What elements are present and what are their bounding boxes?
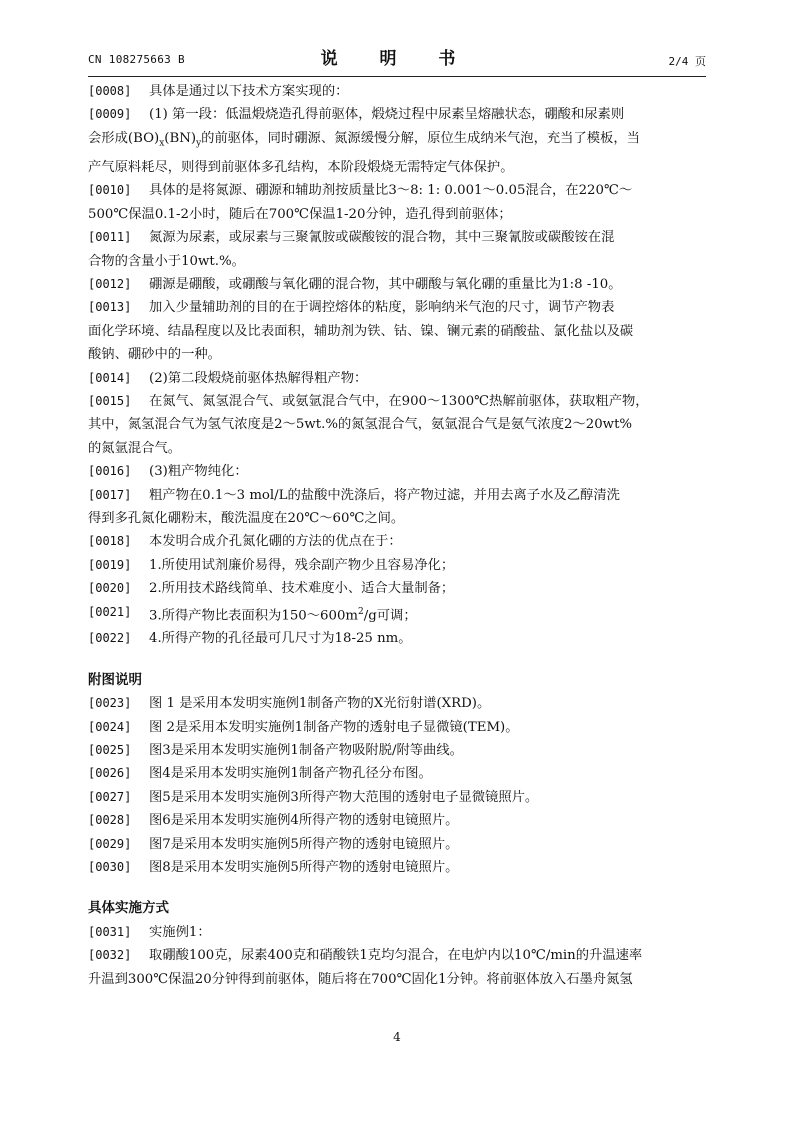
paragraph-text: 图 2是采用本发明实施例1制备产物的透射电子显微镜(TEM)。 <box>149 719 519 735</box>
paragraph-number: [0020] <box>88 581 132 596</box>
paragraph-number: [0027] <box>88 789 132 804</box>
paragraph-text: 图3是采用本发明实施例1制备产物吸附脱/附等曲线。 <box>149 743 463 759</box>
paragraph <box>88 390 708 413</box>
paragraph-text: 本发明合成介孔氮化硼的方法的优点在于： <box>149 534 402 550</box>
paragraph-number: [0016] <box>88 464 132 479</box>
paragraph <box>88 716 708 739</box>
paragraph <box>88 921 708 944</box>
paragraph <box>88 577 708 600</box>
paragraph-text: 实施例1： <box>149 924 211 940</box>
paragraph <box>88 856 708 879</box>
paragraph-continuation: 500℃保温0.1-2小时，随后在700℃保温1-20分钟，造孔得到前驱体； <box>88 206 512 222</box>
paragraph-number: [0015] <box>88 393 132 408</box>
paragraph-number: [0029] <box>88 836 132 851</box>
paragraph <box>88 739 708 762</box>
paragraph <box>88 226 708 249</box>
paragraph-text: 图 1 是采用本发明实施例1制备产物的X光衍射谱(XRD)。 <box>149 696 491 712</box>
paragraph-number: [0011] <box>88 230 132 245</box>
page-number: 4 <box>393 1030 401 1044</box>
paragraph-text: 图7是采用本发明实施例5所得产物的透射电镜照片。 <box>149 836 459 852</box>
paragraph <box>88 833 708 856</box>
paragraph-text: 图6是采用本发明实施例4所得产物的透射电镜照片。 <box>149 813 459 829</box>
paragraph-continuation: 产气原料耗尽，则得到前驱体多孔结构，本阶段煅烧无需特定气体保护。 <box>88 159 514 175</box>
paragraph-number: [0010] <box>88 183 132 198</box>
paragraph <box>88 80 708 103</box>
paragraph-text: (1) 第一段：低温煅烧造孔得前驱体，煅烧过程中尿素呈熔融状态，硼酸和尿素则 <box>149 107 625 123</box>
page-indicator: 2/4 页 <box>668 55 706 68</box>
patent-number: CN 108275663 B <box>88 53 185 66</box>
page-header <box>88 44 706 74</box>
paragraph-text: 氮源为尿素，或尿素与三聚氰胺或碳酸铵的混合物，其中三聚氰胺或碳酸铵在混 <box>149 230 615 246</box>
paragraph-continuation: 合物的含量小于10wt.%。 <box>88 253 245 269</box>
paragraph-text: 图8是采用本发明实施例5所得产物的透射电镜照片。 <box>149 860 459 876</box>
paragraph-text: 具体的是将氮源、硼源和辅助剂按质量比3～8: 1: 0.001～0.05混合，在220℃～ <box>149 183 633 199</box>
paragraph-text: 在氮气、氮氢混合气、或氨氩混合气中，在900～1300℃热解前驱体，获取粗产物， <box>149 393 649 409</box>
paragraph-continuation: 其中，氮氢混合气为氢气浓度是2～5wt.%的氮氢混合气，氨氩混合气是氨气浓度2～20wt% <box>88 417 633 433</box>
paragraph-continuation: 得到多孔氮化硼粉末，酸洗温度在20℃～60℃之间。 <box>88 510 405 526</box>
paragraph-text: 粗产物在0.1～3 mol/L的盐酸中洗涤后，将产物过滤，并用去离子水及乙醇清洗 <box>149 487 620 503</box>
paragraph <box>88 273 708 296</box>
paragraph-number: [0026] <box>88 766 132 781</box>
section-heading-embodiment: 具体实施方式 <box>88 900 169 917</box>
paragraph <box>88 762 708 785</box>
paragraph-number: [0008] <box>88 84 132 98</box>
paragraph-number: [0030] <box>88 860 132 875</box>
paragraph-text: (2)第二段煅烧前驱体热解得粗产物： <box>149 370 368 386</box>
paragraph-number: [0023] <box>88 696 132 711</box>
paragraph <box>88 786 708 809</box>
paragraph <box>88 296 708 319</box>
paragraph <box>88 484 708 507</box>
paragraph-number: [0032] <box>88 948 132 963</box>
paragraph-number: [0018] <box>88 534 132 549</box>
paragraph-number: [0031] <box>88 924 132 939</box>
paragraph-number: [0022] <box>88 631 132 646</box>
section-heading-figures: 附图说明 <box>88 671 142 688</box>
paragraph-number: [0025] <box>88 743 132 758</box>
paragraph-text: 取硼酸100克，尿素400克和硝酸铁1克均匀混合，在电炉内以10℃/min的升温速率 <box>149 948 643 964</box>
paragraph-text: 2.所用技术路线简单、技术难度小、适合大量制备； <box>149 581 455 597</box>
paragraph-text: 4.所得产物的孔径最可几尺寸为18-25 nm。 <box>149 631 412 647</box>
paragraph-continuation: 酸钠、硼砂中的一种。 <box>88 347 221 363</box>
paragraph-text: 1.所使用试剂廉价易得，残余副产物少且容易净化； <box>149 557 455 573</box>
paragraph-text: 硼源是硼酸，或硼酸与氧化硼的混合物，其中硼酸与氧化硼的重量比为1:8 -10。 <box>149 276 622 292</box>
paragraph-text: 加入少量辅助剂的目的在于调控熔体的粘度，影响纳米气泡的尺寸，调节产物表 <box>149 300 615 316</box>
paragraph-number: [0017] <box>88 487 132 502</box>
paragraph-number: [0012] <box>88 276 132 291</box>
paragraph-number: [0028] <box>88 813 132 828</box>
paragraph-continuation: 的氮氩混合气。 <box>88 440 182 456</box>
paragraph-number: [0021] <box>88 604 132 619</box>
paragraph-number: [0024] <box>88 719 132 734</box>
paragraph-number: [0019] <box>88 557 132 572</box>
paragraph-continuation: 面化学环境、结晶程度以及比表面积，辅助剂为铁、钴、镍、镧元素的硝酸盐、氯化盐以及碳 <box>88 323 634 339</box>
paragraph-text: 3.所得产物比表面积为$150\sim 600m^2/g$可调； <box>149 606 417 624</box>
paragraph-text: 图4是采用本发明实施例1制备产物孔径分布图。 <box>149 766 432 782</box>
paragraph <box>88 460 708 483</box>
paragraph <box>88 627 708 650</box>
paragraph <box>88 601 708 628</box>
paragraph <box>88 809 708 832</box>
paragraph-text: (3)粗产物纯化： <box>149 464 248 480</box>
paragraph-number: [0009] <box>88 107 132 122</box>
paragraph <box>88 554 708 577</box>
paragraph-text: 图5是采用本发明实施例3所得产物大范围的透射电子显微镜照片。 <box>149 789 539 805</box>
paragraph <box>88 179 708 202</box>
paragraph <box>88 530 708 553</box>
paragraph <box>88 944 708 967</box>
paragraph <box>88 367 708 390</box>
paragraph-continuation: 会形成$(BO)_x(BN)_y$的前驱体，同时硼源、氮源缓慢分解，原位生成纳米气泡，充当了模板，当 <box>88 130 640 149</box>
paragraph-continuation: 升温到300℃保温20分钟得到前驱体，随后将在700℃固化1分钟。将前驱体放入石墨舟氮氢 <box>88 971 633 987</box>
paragraph-text: 具体是通过以下技术方案实现的： <box>149 84 349 99</box>
header-divider <box>88 76 706 77</box>
document-title: 说 明 书 <box>320 49 474 69</box>
document-body <box>88 80 708 991</box>
paragraph <box>88 692 708 715</box>
paragraph-number: [0013] <box>88 300 132 315</box>
paragraph <box>88 103 708 126</box>
paragraph-number: [0014] <box>88 370 132 385</box>
